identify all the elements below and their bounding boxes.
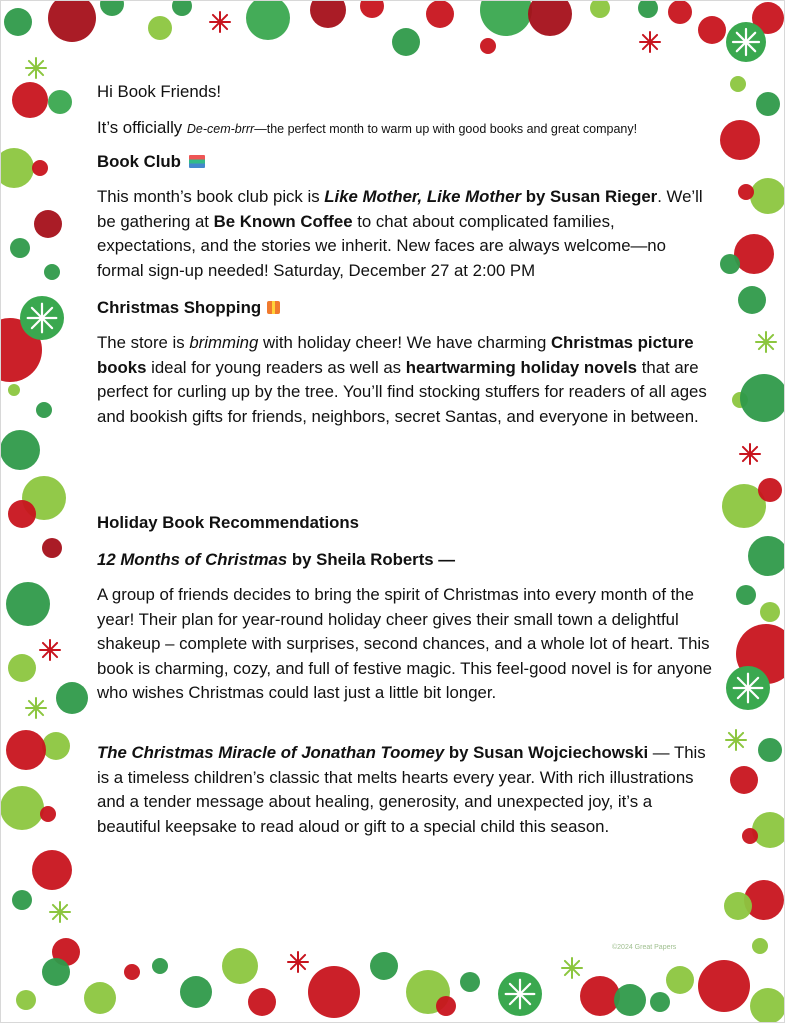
book-club-pick: Like Mother, Like Mother [324,187,522,206]
intro-pun: De-cem-brrr [186,122,255,136]
book1-author: by Sheila Roberts — [287,550,456,569]
shopping-paragraph [97,331,717,429]
book2-author: by Susan Wojciechowski [444,743,649,762]
book-club-paragraph [97,185,717,283]
book2-paragraph [97,741,717,839]
recommendations-heading: Holiday Book Recommendations [97,513,360,532]
book1-title: 12 Months of Christmas [97,550,288,569]
book-club-heading [97,150,717,175]
gift-icon [267,301,280,314]
book1-description: A group of friends decides to bring the spirit of Christmas into every month of the year! Their plan for year-round holiday cheer gives their small town a delightful shakeup – complete with surprises, second chances, and a whole lot of heart. This book is charming, cozy, and full of festive magic. This feel-good novel is for anyone who wishes Christmas could last just a little bit longer. [97,585,713,702]
intro-line [97,116,717,142]
shopping-text-3: ideal for young readers as well as [146,357,406,377]
shopping-heading [97,296,717,321]
copyright-text: ©2024 Great Papers [612,944,677,951]
intro-lead: It’s officially [97,118,183,137]
shopping-text-1: The store is [97,333,190,352]
shopping-text-2: with holiday cheer! We have charming [258,333,551,352]
shopping-emphasis: brimming [189,333,259,352]
book-club-venue: Be Known Coffee [213,211,353,231]
book-club-text-3: to chat about complicated families, expectations, and the stories we inherit. New faces are always welcome—no formal sign-up needed! Saturday, December 27 at 2:00 PM [97,211,666,280]
shopping-title: Christmas Shopping [97,298,262,317]
greeting: Hi Book Friends! [97,82,222,101]
books-icon [189,155,205,168]
book2-title: The Christmas Miracle of Jonathan Toomey [97,743,445,762]
book-club-text-2: . We’ll be gathering at [97,187,703,231]
book-club-text-1: This month’s book club pick is [97,187,325,206]
intro-rest: —the perfect month to warm up with good books and great company! [254,122,638,136]
shopping-holiday-novels: heartwarming holiday novels [405,357,638,377]
shopping-picture-books: Christmas picture books [97,333,694,377]
book1-heading [97,548,717,573]
book-club-title: Book Club [97,152,181,171]
book-club-author: by Susan Rieger [521,187,658,206]
book2-description: — This is a timeless children’s classic that melts hearts every year. With rich illustrations and a tender message about healing, generosity, and unexpected joy, it’s a beautiful keepsake to read aloud or gift to a special child this season. [97,743,706,836]
shopping-text-4: that are perfect for curling up by the tree. You’ll find stocking stuffers for readers of all ages and bookish gifts for friends, neighbors, secret Santas, and everyone in between. [97,357,707,426]
